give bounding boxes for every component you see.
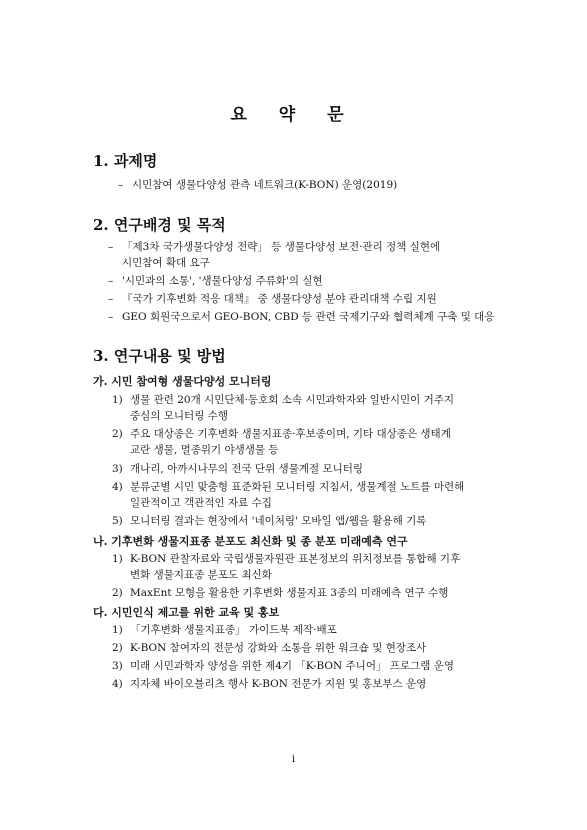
bullet-item [108, 292, 437, 306]
item-text: 생물 관련 20개 시민단체·동호회 소속 시민과학자와 일반시민이 거주지 [130, 394, 455, 406]
subsection-heading: 가. 시민 참여형 생물다양성 모니터링 [93, 375, 272, 388]
item-number: 3) [112, 463, 123, 475]
list-item [112, 480, 464, 494]
item-continuation: 일관적이고 객관적인 자료 수집 [130, 497, 272, 509]
section-heading-methods: 3. 연구내용 및 방법 [93, 347, 226, 365]
section-heading-background: 2. 연구배경 및 목적 [93, 216, 226, 234]
item-text: 주요 대상종은 기후변화 생물지표종·후보종이며, 기타 대상종은 생태계 [130, 428, 451, 440]
bullet-item [108, 310, 494, 324]
section-heading-title: 1. 과제명 [93, 152, 158, 170]
page-number: i [291, 754, 296, 765]
bullet-dash: – [108, 241, 114, 253]
list-item [112, 677, 426, 691]
item-text: MaxEnt 모형을 활용한 기후변화 생물지표 3종의 미래예측 연구 수행 [130, 587, 449, 599]
item-text: 미래 시민과학자 양성을 위한 제4기 「K-BON 주니어」 프로그램 운영 [130, 660, 455, 672]
list-item [112, 641, 426, 655]
bullet-item [118, 178, 397, 192]
list-item [112, 462, 363, 476]
item-text: 모니터링 결과는 현장에서 '네이처링' 모바일 앱/웹을 활용해 기록 [130, 515, 427, 527]
list-item [112, 552, 460, 566]
item-text: 개나리, 아까시나무의 전국 단위 생물계절 모니터링 [130, 463, 364, 475]
list-item [112, 623, 337, 637]
item-text: K-BON 관찰자료와 국립생물자원관 표본정보의 위치정보를 통합해 기후 [130, 553, 461, 565]
subsection-heading: 나. 기후변화 생물지표종 분포도 최신화 및 종 분포 미래예측 연구 [93, 535, 408, 548]
item-number: 1) [112, 624, 123, 636]
item-number: 4) [112, 481, 123, 493]
bullet-dash: – [108, 293, 114, 305]
bullet-text: 「제3차 국가생물다양성 전략」 등 생물다양성 보전·관리 정책 실현에 [122, 241, 441, 253]
list-item [112, 514, 426, 528]
list-item [112, 586, 448, 600]
item-text: 분류군별 시민 맞춤형 표준화된 모니터링 지침서, 생물계절 노트를 마련해 [130, 481, 465, 493]
bullet-item [108, 240, 440, 254]
list-item [112, 659, 454, 673]
item-number: 5) [112, 515, 123, 527]
bullet-dash: – [118, 179, 124, 191]
bullet-text: '시민과의 소통', '생물다양성 주류화'의 실현 [122, 275, 323, 287]
item-number: 2) [112, 587, 123, 599]
item-continuation: 중심의 모니터링 수행 [130, 410, 228, 422]
list-item [112, 427, 451, 441]
bullet-item [108, 274, 323, 288]
subsection-heading: 다. 시민인식 제고를 위한 교육 및 홍보 [93, 606, 280, 619]
bullet-text: 『국가 기후변화 적응 대책』 중 생물다양성 분야 관리대책 수립 지원 [122, 293, 437, 305]
bullet-continuation: 시민참여 확대 요구 [122, 257, 210, 269]
document-title: 요 약 문 [230, 105, 357, 125]
item-text: 지자체 바이오블리츠 행사 K-BON 전문가 지원 및 홍보부스 운영 [130, 678, 427, 690]
item-number: 1) [112, 394, 123, 406]
item-number: 2) [112, 642, 123, 654]
item-number: 3) [112, 660, 123, 672]
item-number: 1) [112, 553, 123, 565]
item-text: 「기후변화 생물지표종」 가이드북 제작·배포 [130, 624, 337, 636]
bullet-text: GEO 회원국으로서 GEO-BON, CBD 등 관련 국제기구와 협력체계 구축 및 대응 [122, 311, 495, 323]
bullet-text: 시민참여 생물다양성 관측 네트워크(K-BON) 운영(2019) [132, 179, 398, 191]
item-continuation: 변화 생물지표종 분포도 최신화 [130, 569, 272, 581]
item-text: K-BON 참여자의 전문성 강화와 소통을 위한 워크숍 및 현장조사 [130, 642, 427, 654]
item-number: 4) [112, 678, 123, 690]
item-continuation: 교란 생물, 멸종위기 야생생물 등 [130, 444, 279, 456]
list-item [112, 393, 454, 407]
bullet-dash: – [108, 275, 114, 287]
bullet-dash: – [108, 311, 114, 323]
item-number: 2) [112, 428, 123, 440]
